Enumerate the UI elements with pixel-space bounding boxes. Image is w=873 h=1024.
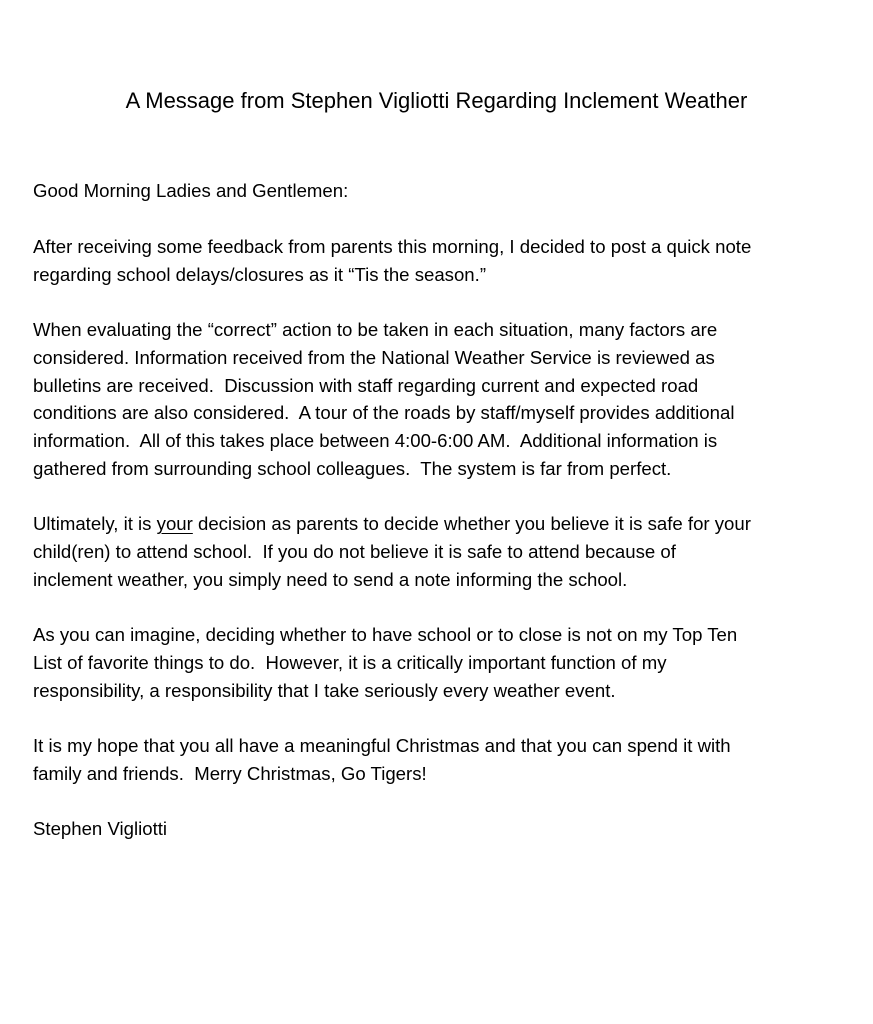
paragraph-line: bulletins are received. Discussion with staff regarding current and expected road bbox=[33, 374, 699, 396]
paragraph-line: List of favorite things to do. However, it is a critically important function of my bbox=[33, 651, 667, 673]
paragraph-line: It is my hope that you all have a meaningful Christmas and that you can spend it with bbox=[33, 735, 731, 756]
paragraph-line: considered. Information received from the National Weather Service is reviewed as bbox=[33, 346, 715, 368]
paragraph-line: conditions are also considered. A tour of the roads by staff/myself provides additional bbox=[33, 402, 735, 424]
paragraph-line: family and friends. Merry Christmas, Go Tigers! bbox=[33, 762, 427, 784]
signature bbox=[33, 815, 853, 843]
paragraph-line: As you can imagine, deciding whether to have school or to close is not on my Top Ten bbox=[33, 624, 738, 645]
greeting-line: Good Morning Ladies and Gentlemen: bbox=[33, 180, 349, 201]
paragraph-line: inclement weather, you simply need to send a note informing the school. bbox=[33, 568, 628, 590]
underlined-emphasis: your bbox=[156, 513, 193, 534]
paragraph-parent-decision bbox=[33, 510, 853, 593]
signature-name: Stephen Vigliotti bbox=[33, 818, 168, 839]
document-title: A Message from Stephen Vigliotti Regarding Inclement Weather bbox=[125, 88, 748, 113]
paragraph-line bbox=[33, 510, 853, 538]
paragraph-line: responsibility, a responsibility that I take seriously every weather event. bbox=[33, 679, 616, 701]
paragraph-evaluation bbox=[33, 316, 853, 483]
paragraph-line: information. All of this takes place between 4:00-6:00 AM. Additional information is bbox=[33, 430, 718, 452]
paragraph-christmas bbox=[33, 732, 853, 788]
paragraph-line: gathered from surrounding school colleagues. The system is far from perfect. bbox=[33, 457, 672, 479]
paragraph-feedback bbox=[33, 233, 853, 289]
greeting bbox=[33, 177, 853, 205]
paragraph-responsibility bbox=[33, 621, 853, 704]
paragraph-line: regarding school delays/closures as it “Tis the season.” bbox=[33, 263, 487, 285]
text-run: decision as parents to decide whether you believe it is safe for your bbox=[192, 513, 751, 534]
paragraph-line: After receiving some feedback from parents this morning, I decided to post a quick note bbox=[33, 236, 752, 257]
text-run: Ultimately, it is bbox=[33, 513, 157, 534]
paragraph-line: child(ren) to attend school. If you do not believe it is safe to attend because of bbox=[33, 540, 676, 562]
paragraph-line: When evaluating the “correct” action to be taken in each situation, many factors are bbox=[33, 319, 718, 340]
